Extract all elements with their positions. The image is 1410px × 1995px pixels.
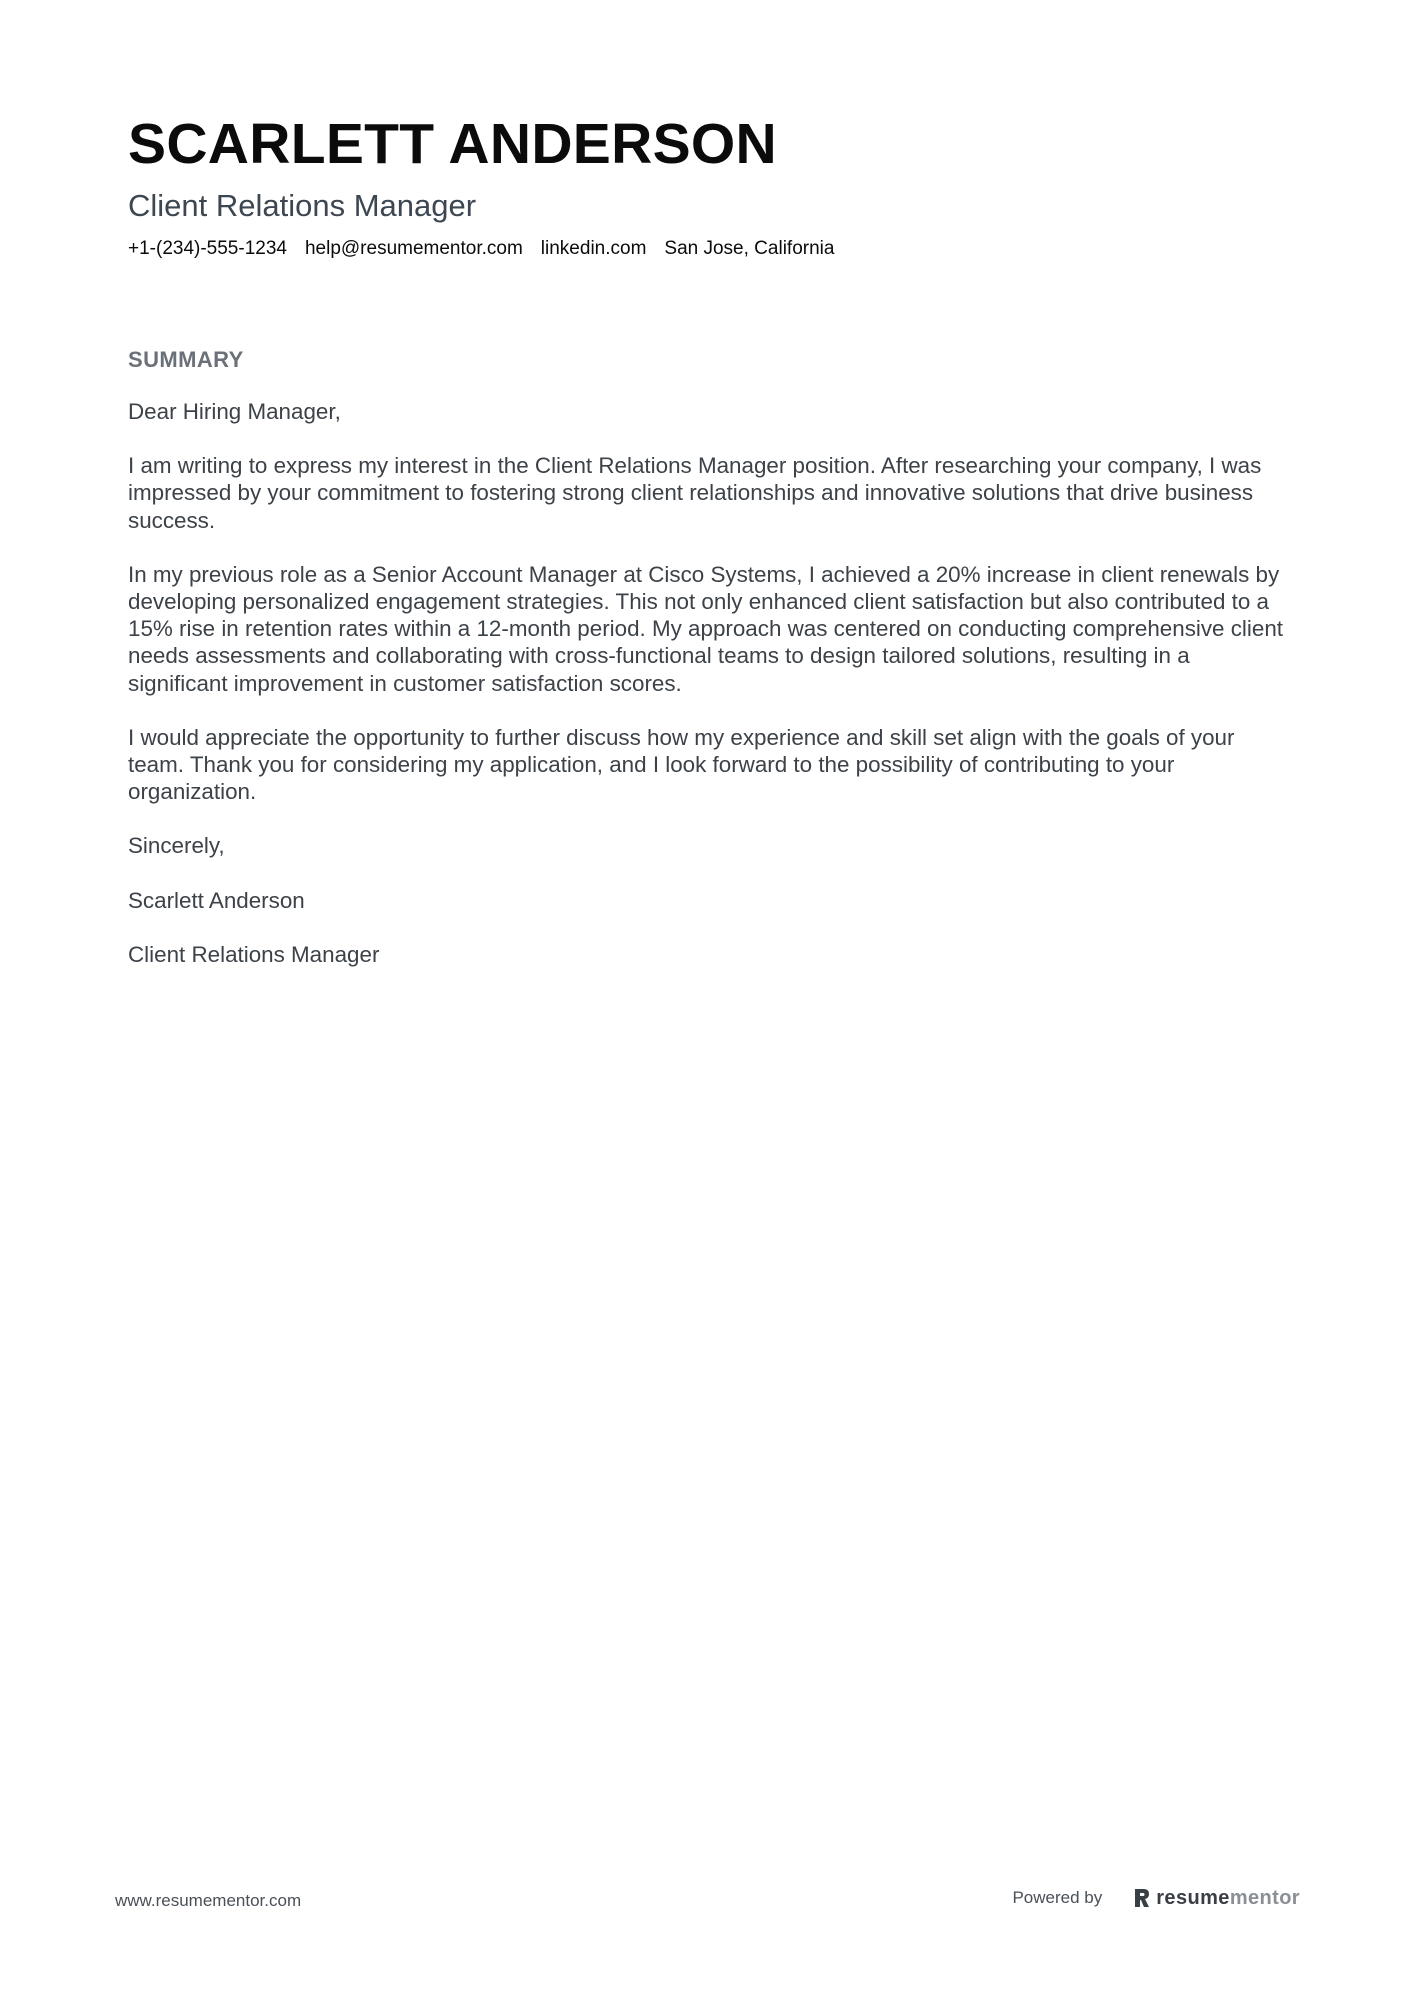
closing: Sincerely, <box>128 833 225 859</box>
section-heading: SUMMARY <box>128 347 244 372</box>
header <box>128 108 1288 262</box>
resumementor-logo-icon <box>1132 1887 1152 1909</box>
letter-paragraph: I would appreciate the opportunity to further discuss how my experience and skill set align with the goals of your team. Thank you for considering my application, and I look forward to the possibility of contributing to your organization. <box>128 724 1235 805</box>
powered-by-label: Powered by <box>1012 1888 1103 1907</box>
contact-email: help@resumementor.com <box>304 238 523 259</box>
letter-paragraph: In my previous role as a Senior Account Manager at Cisco Systems, I achieved a 20% increase in client renewals by developing personalized engagement strategies. This not only enhanced client satisfaction but also contributed to a 15% rise in retention rates within a 12-month period. My approach was centered on conducting comprehensive client needs assessments and collaborating with cross-functional teams to design tailored solutions, resulting in a significant improvement in customer satisfaction scores. <box>128 561 1283 696</box>
brand-name-mentor: mentor <box>1229 1887 1300 1909</box>
footer-website: www.resumementor.com <box>115 1891 302 1910</box>
signature-title: Client Relations Manager <box>128 941 380 967</box>
brand-logo <box>1132 1886 1300 1910</box>
job-title: Client Relations Manager <box>128 188 477 223</box>
brand-name-resume: resume <box>1156 1887 1230 1909</box>
candidate-name: SCARLETT ANDERSON <box>128 112 777 176</box>
contact-phone: +1-(234)-555-1234 <box>128 238 287 259</box>
footer-branding <box>1012 1886 1300 1910</box>
signature-name: Scarlett Anderson <box>128 887 305 913</box>
contact-linkedin: linkedin.com <box>540 238 647 259</box>
salutation: Dear Hiring Manager, <box>128 399 341 424</box>
contact-location: San Jose, California <box>664 238 835 259</box>
summary-section <box>128 340 1293 995</box>
letter-paragraph: I am writing to express my interest in the Client Relations Manager position. After researching your company, I was impressed by your commitment to fostering strong client relationships and innovative solutions that drive business success. <box>128 453 1262 533</box>
contact-info <box>128 236 1288 262</box>
